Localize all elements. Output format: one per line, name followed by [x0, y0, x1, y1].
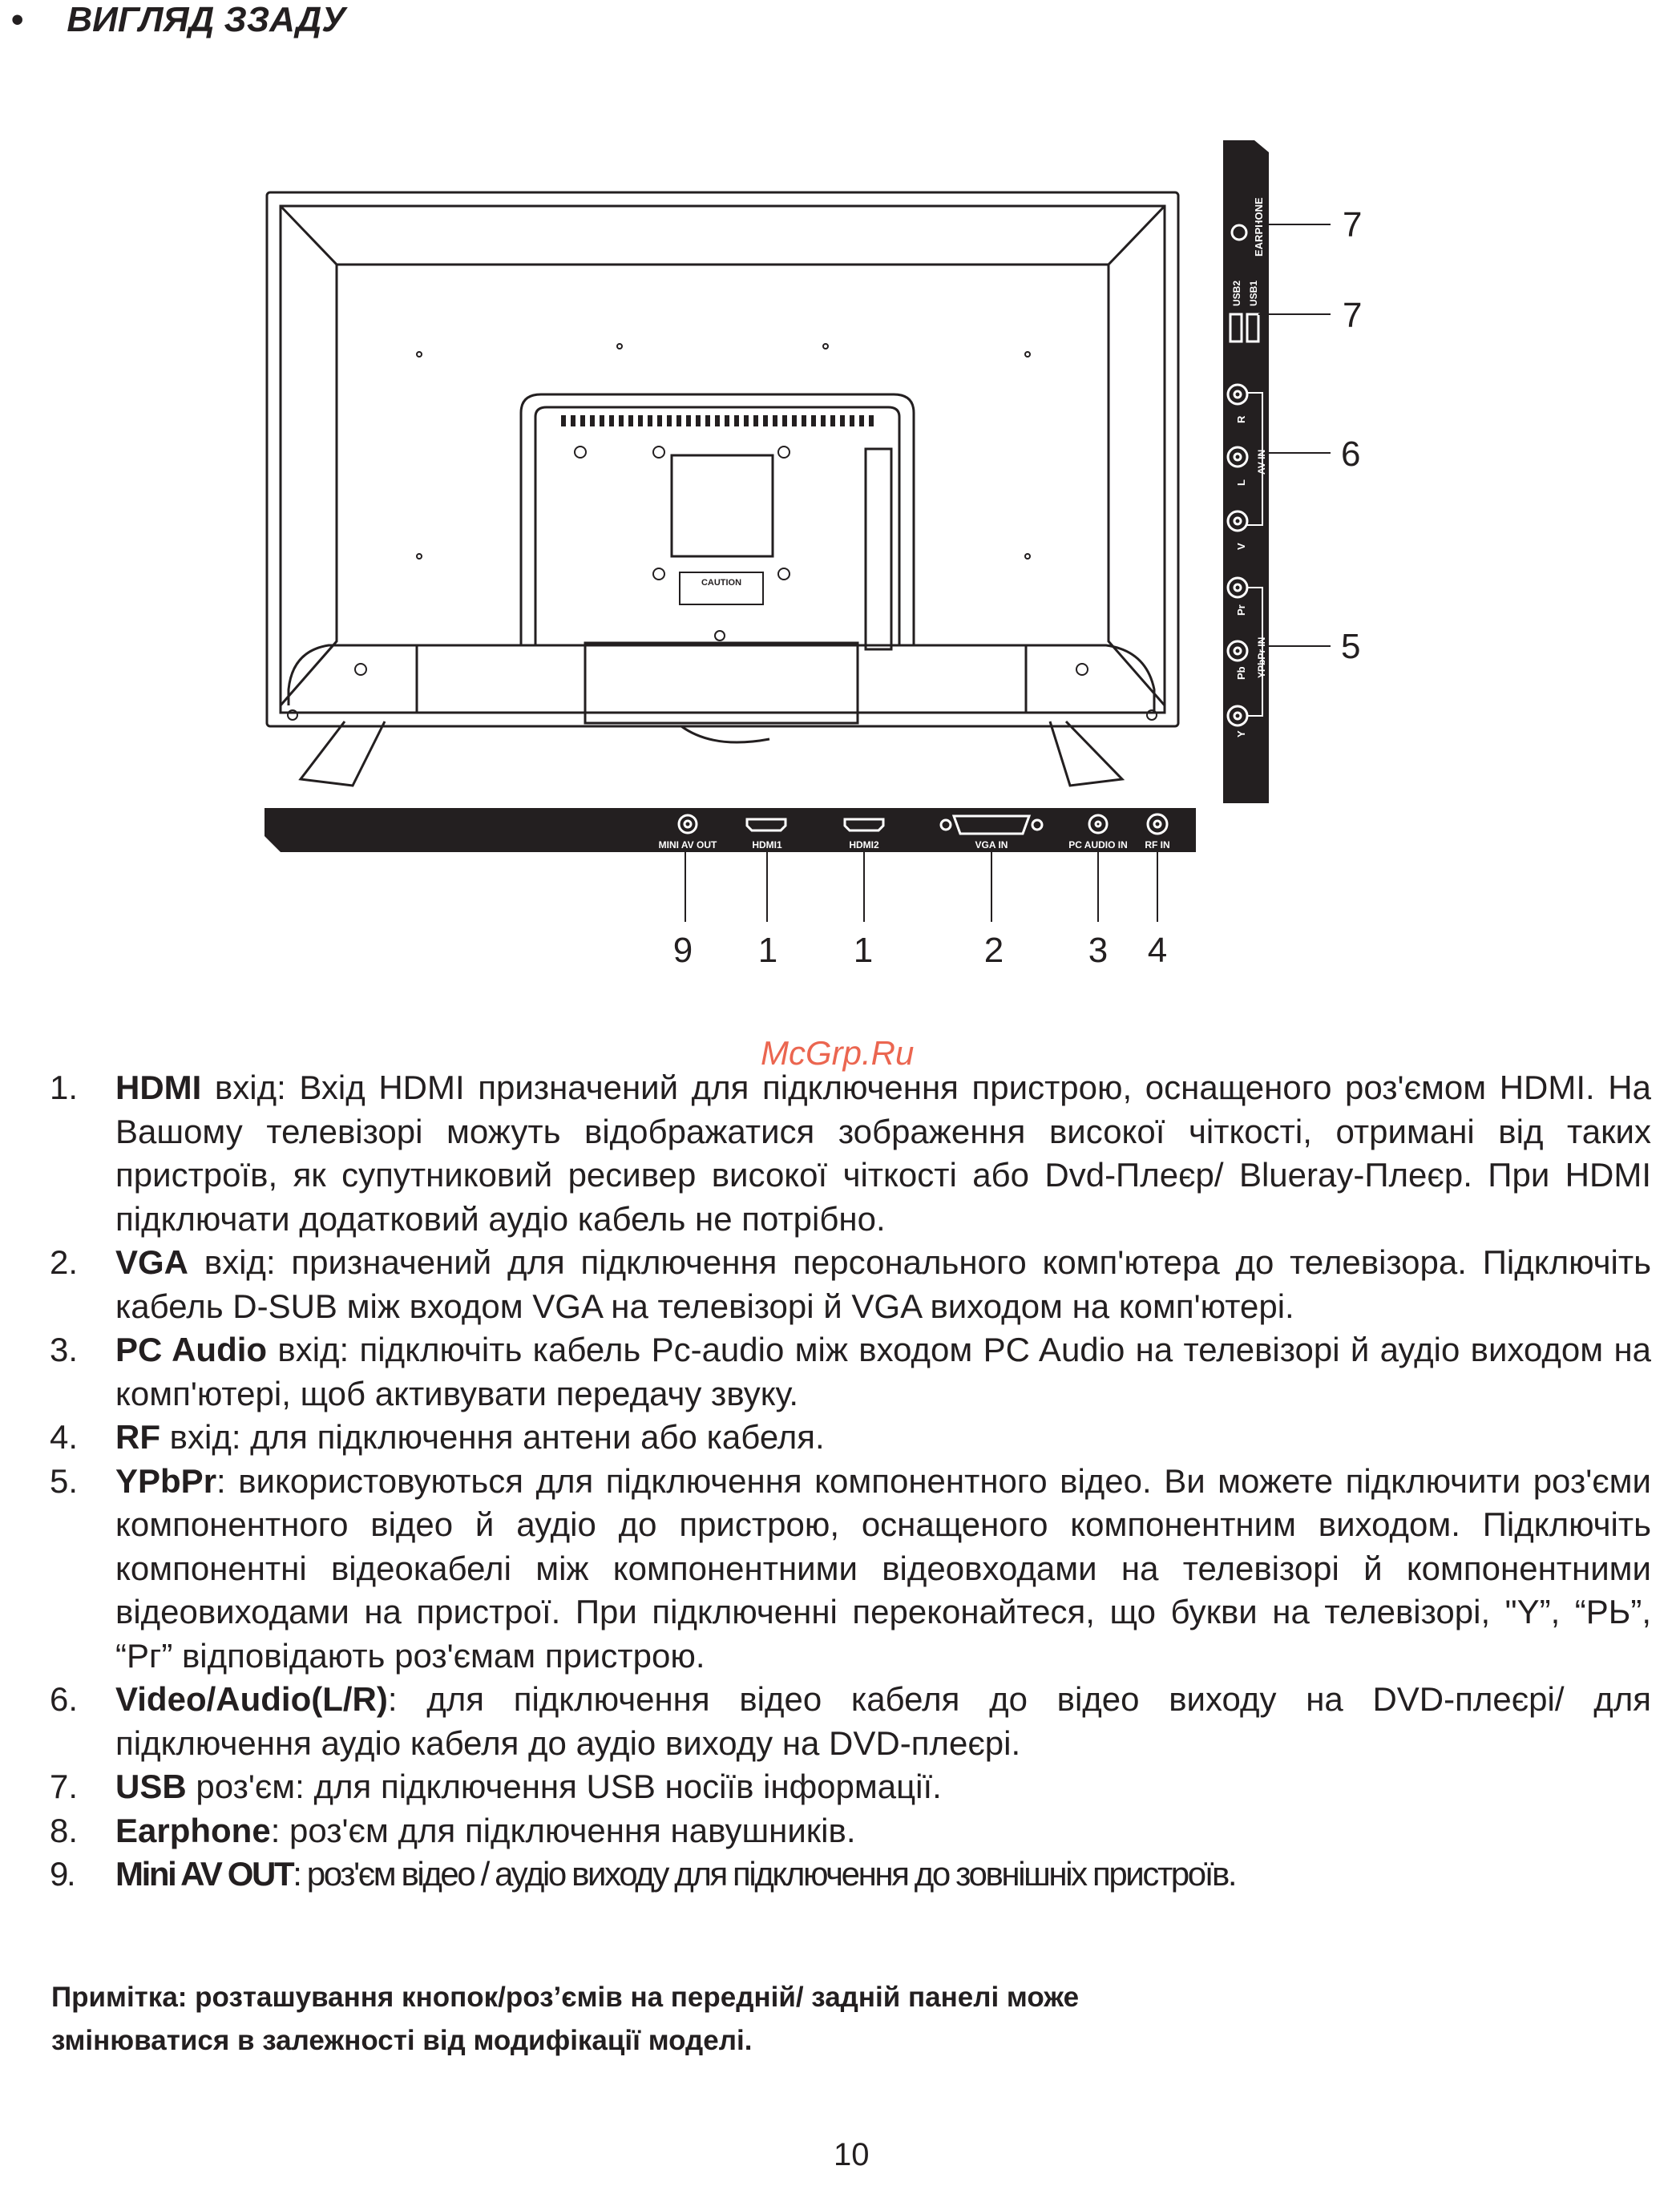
side-callout-usb: 7 [1343, 296, 1363, 335]
bottom-callout-lines [685, 852, 1157, 922]
item-number: 5. [50, 1461, 79, 1500]
item-number: 2. [50, 1243, 79, 1281]
item-term: Earphone [115, 1811, 271, 1849]
item-term: HDMI [115, 1069, 202, 1106]
item-text: вхід: Вхід HDMI призначений для підключення пристрою, оснащеного роз'ємом HDMI. На Вашому телевізорі можуть відображатися зображення високої чіткості, отримані від таких пристроїв, як супутниковий ресивер високої чіткості або Dvd-Плеєр/ Blueray-Плеєр. При HDMI підключати додатковий аудіо кабель не потрібно. [115, 1069, 1651, 1238]
list-item [50, 1809, 1651, 1853]
item-number: 3. [50, 1331, 79, 1368]
side-label-l: L [1235, 479, 1247, 486]
side-callout-av: 6 [1341, 434, 1361, 474]
side-label-y: Y [1235, 730, 1247, 737]
item-term: USB [115, 1768, 187, 1805]
side-label-pr: Pr [1235, 604, 1247, 616]
bottom-callout-vga: 2 [983, 931, 1004, 970]
side-connector-panel [1223, 140, 1269, 803]
item-term: PC Audio [115, 1331, 268, 1368]
item-number: 4. [50, 1418, 79, 1456]
tv-back-illustration [267, 192, 1178, 786]
side-label-usb1: USB1 [1248, 280, 1259, 306]
bottom-callout-rf: 4 [1147, 931, 1168, 970]
item-term: Mini AV OUT [115, 1855, 293, 1893]
side-label-av-in: AV IN [1256, 449, 1267, 475]
bottom-callout-hdmi2: 1 [853, 931, 874, 970]
model-note: Примітка: розташування кнопок/роз’ємів на передній/ задній панелі може змінюватися в залежності від модифікації моделі. [51, 1982, 1080, 2056]
side-label-v: V [1235, 543, 1247, 550]
side-label-r: R [1235, 415, 1247, 423]
bottom-callout-pc-audio: 3 [1088, 931, 1109, 970]
list-item [50, 1241, 1651, 1328]
caution-label [680, 572, 763, 604]
caution-label-text: CAUTION [701, 578, 742, 588]
bottom-connector-panel [265, 808, 1196, 852]
item-text: роз'єм: для підключення USB носіїв інформації. [186, 1768, 942, 1805]
bottom-label-pc-audio-in: PC AUDIO IN [1068, 839, 1128, 851]
item-term: Video/Audio(L/R) [115, 1680, 388, 1718]
side-callout-earphone: 7 [1343, 205, 1363, 244]
bottom-label-vga-in: VGA IN [975, 839, 1008, 851]
item-term: YPbPr [115, 1461, 217, 1500]
item-number: 9. [50, 1855, 75, 1893]
list-item [50, 1416, 1651, 1460]
item-text: : роз'єм відео / аудіо виходу для підключення до зовнішніх пристроїв. [293, 1855, 1236, 1893]
bottom-label-mini-av-out: MINI AV OUT [658, 839, 717, 851]
item-text: : роз'єм для підключення навушників. [270, 1811, 856, 1849]
bottom-label-hdmi1: HDMI1 [752, 839, 782, 851]
list-item [50, 1853, 1651, 1897]
side-callout-ypbpr: 5 [1341, 627, 1361, 666]
bottom-callout-hdmi1: 1 [757, 931, 778, 970]
item-term: VGA [115, 1243, 189, 1281]
bottom-label-hdmi2: HDMI2 [849, 839, 879, 851]
page-number: 10 [834, 2137, 870, 2172]
item-text: : використовуються для підключення компонентного відео. Ви можете підключити роз'єми компонентного відео й аудіо до пристрою, оснащеного компонентним виходом. Підключіть компонентні відеокабелі між компонентними відеовходами на телевізорі й компонентними відеовиходами на пристрої. При підключенні переконайтеся, що букви на телевізорі, "Y”, “РЬ”, “Рг” відповідають роз'ємам пристрою. [115, 1461, 1651, 1675]
side-label-earphone: EARPHONE [1253, 197, 1265, 257]
heading-text: ВИГЛЯД ЗЗАДУ [67, 0, 346, 39]
item-text: вхід: підключіть кабель Pc-audio між входом PC Audio на телевізорі й аудіо виходом на комп'ютері, щоб активувати передачу звуку. [115, 1331, 1652, 1412]
bottom-label-rf-in: RF IN [1145, 839, 1170, 851]
list-item [50, 1066, 1651, 1241]
item-text: : для підключення відео кабеля до відео виходу на DVD-плеєрі/ для підключення аудіо кабеля до аудіо виходу на DVD-плеєрі. [115, 1680, 1651, 1762]
tv-rear-diagram [0, 0, 1680, 986]
bottom-callout-mini-av-out: 9 [672, 931, 693, 970]
side-label-ypbpr-in: YPbPr IN [1256, 636, 1267, 678]
list-item [50, 1678, 1651, 1765]
item-number: 8. [50, 1811, 79, 1849]
heading-bullet: • [11, 0, 24, 39]
list-item [50, 1765, 1651, 1809]
side-label-pb: Pb [1235, 666, 1247, 680]
side-label-usb2: USB2 [1231, 280, 1242, 306]
item-text: вхід: для підключення антени або кабеля. [160, 1418, 825, 1456]
list-item [50, 1460, 1651, 1679]
item-number: 7. [50, 1768, 79, 1805]
list-item [50, 1328, 1651, 1416]
connector-description-list [50, 1066, 1651, 1897]
item-text: вхід: призначений для підключення персонального комп'ютера до телевізора. Підключіть кабель D-SUB між входом VGA на телевізорі й VGA виходом на комп'ютері. [115, 1243, 1651, 1325]
item-number: 1. [50, 1069, 79, 1106]
watermark: McGrp.Ru [761, 1034, 915, 1072]
item-number: 6. [50, 1680, 79, 1718]
item-term: RF [115, 1418, 160, 1456]
